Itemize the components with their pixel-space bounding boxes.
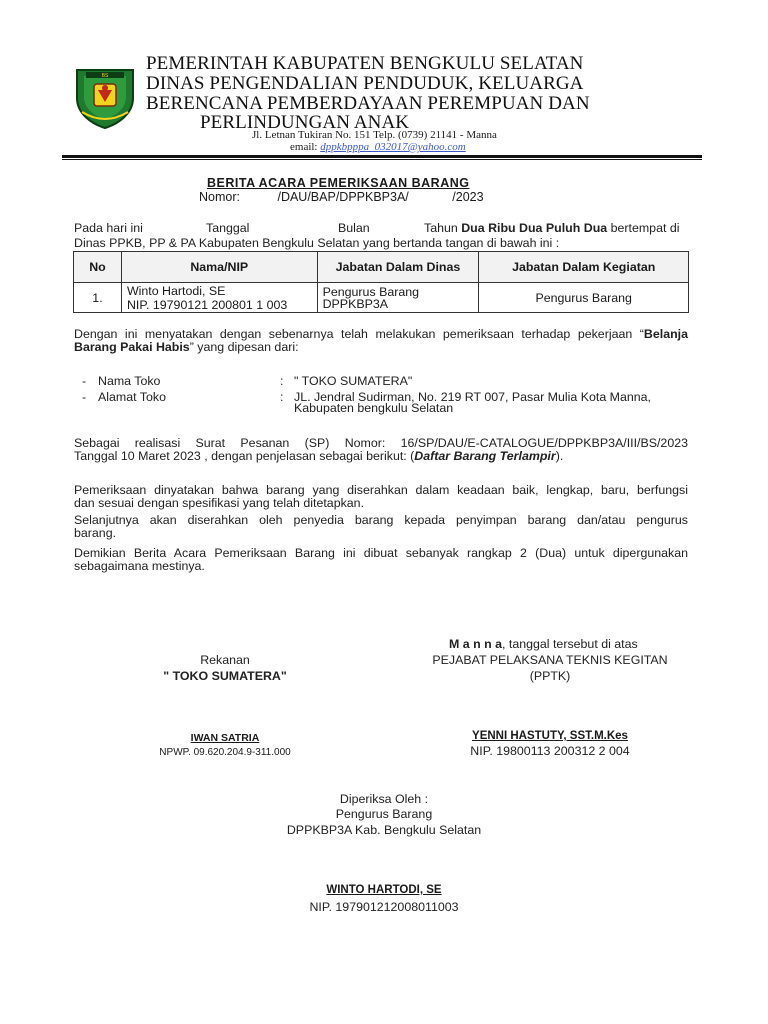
sp-attachment-note: Daftar Barang Terlampir: [414, 449, 556, 463]
intro-line-1: [74, 222, 690, 235]
letterhead-line-2: DINAS PENGENDALIAN PENDUDUK, KELUARGA: [146, 73, 584, 94]
inspection-paragraph: [74, 484, 688, 510]
intro-year-words: Dua Ribu Dua Puluh Dua: [461, 221, 608, 235]
number-label: Nomor:: [199, 190, 240, 204]
checker-id: NIP. 197901212008011003: [309, 900, 459, 914]
closing-line-1: Demikian Berita Acara Pemeriksaan Barang ini dibuat sebanyak rangkap 2 (Dua) untuk dipergunakan: [74, 546, 688, 560]
vendor-address-line-1: JL. Jendral Sudirman, No. 219 RT 007, Pasar Mulia Kota Manna,: [294, 390, 651, 404]
vendor-address-label: Alamat Toko: [98, 390, 166, 404]
office-position-line-1: Pengurus Barang: [322, 284, 420, 299]
sp-line-1: Sebagai realisasi Surat Pesanan (SP) Nomor: 16/SP/DAU/E-CATALOGUE/DPPKBP3A/III/BS/2023: [74, 436, 688, 450]
left-signatory-name: IWAN SATRIA: [190, 732, 260, 744]
col-header-name: Nama/NIP: [121, 252, 317, 283]
cell-no: 1.: [74, 283, 122, 313]
vendor-address-dash: -: [82, 390, 87, 404]
checker-name: WINTO HARTODI, SE: [326, 884, 442, 896]
handover-line-2: barang.: [74, 526, 117, 540]
statement-text-2: ” yang dipesan dari:: [189, 340, 299, 354]
right-signatory-name: YENNI HASTUTY, SST.M.Kes: [472, 730, 628, 742]
cell-nip: NIP. 19790121 200801 1 003: [126, 297, 288, 312]
closing-line-2: sebagaimana mestinya.: [74, 559, 205, 573]
letterhead-address: Jl. Letnan Tukiran No. 151 Telp. (0739) 21141 - Manna: [252, 129, 497, 141]
handover-line-1: Selanjutnya akan diserahkan oleh penyedia barang kepada penyimpan barang dan/atau pengurus: [74, 513, 688, 527]
number-value: /DAU/BAP/DPPKBP3A/: [277, 190, 409, 204]
handover-paragraph: [74, 514, 688, 540]
left-signatory-id: NPWP. 09.620.204.9-311.000: [159, 747, 291, 758]
svg-text:BS: BS: [101, 73, 109, 79]
intro-line-2: Dinas PPKB, PP & PA Kabupaten Bengkulu Selatan yang bertanda tangan di bawah ini :: [74, 236, 560, 250]
cell-name: [121, 283, 317, 313]
office-position-line-2: DPPKBP3A: [322, 296, 389, 311]
statement-work-name: Belanja Barang Pakai Habis: [74, 327, 688, 354]
vendor-name-row: [82, 375, 682, 389]
intro-year-group: [424, 222, 679, 235]
table-row: [74, 283, 689, 313]
place-date: [449, 638, 638, 651]
number-year: /2023: [452, 190, 484, 204]
intro-month: Bulan: [338, 221, 370, 235]
sp-paragraph: [74, 437, 688, 463]
letterhead-line-1: PEMERINTAH KABUPATEN BENGKULU SELATAN: [146, 53, 584, 74]
inspection-line-2: dan sesuai dengan spesifikasi yang telah ditetapkan.: [74, 496, 365, 510]
left-signature-company: " TOKO SUMATERA": [163, 669, 287, 683]
place-date-text: , tanggal tersebut di atas: [502, 637, 638, 651]
document-number: [199, 190, 484, 204]
personnel-table: [73, 251, 689, 313]
sp-line-2-text: Tanggal 10 Maret 2023 , dengan penjelasan sebagai berikut: (: [74, 449, 415, 463]
vendor-name-dash: -: [82, 374, 87, 388]
regency-logo: [72, 64, 138, 130]
intro-year: Tahun: [424, 221, 458, 235]
right-signature-role-2: (PPTK): [529, 669, 571, 683]
letterhead-line-4: PERLINDUNGAN ANAK: [200, 112, 410, 133]
checked-by-label: Diperiksa Oleh :: [339, 792, 429, 806]
intro-day: Pada hari ini: [74, 221, 143, 235]
place-name: M a n n a: [449, 637, 503, 651]
vendor-name-colon: :: [280, 374, 284, 388]
intro-date: Tanggal: [206, 221, 250, 235]
sp-line-2-end: ).: [555, 449, 564, 463]
cell-activity-position: Pengurus Barang: [479, 283, 689, 313]
closing-paragraph: [74, 547, 688, 573]
statement-paragraph: [74, 328, 688, 354]
inspection-line-1: Pemeriksaan dinyatakan bahwa barang yang diserahkan dalam keadaan baik, lengkap, baru, berfungsi: [74, 483, 688, 497]
checker-role-1: Pengurus Barang: [335, 807, 433, 821]
table-header-row: [74, 252, 689, 283]
cell-name-text: Winto Hartodi, SE: [126, 283, 226, 298]
header-divider-thick: [62, 155, 702, 158]
vendor-address-row: [82, 391, 682, 419]
cell-office-position: [317, 283, 479, 313]
statement-text-1: Dengan ini menyatakan dengan sebenarnya telah melakukan pemeriksaan terhadap pekerjaan “: [74, 327, 644, 341]
intro-place: bertempat di: [610, 221, 680, 235]
letterhead-line-3: BERENCANA PEMBERDAYAAN PEREMPUAN DAN: [146, 93, 590, 114]
vendor-address-line-2: Kabupaten bengkulu Selatan: [294, 401, 454, 415]
document-title: BERITA ACARA PEMERIKSAAN BARANG: [207, 176, 470, 190]
col-header-office-position: Jabatan Dalam Dinas: [317, 252, 479, 283]
vendor-name-label: Nama Toko: [98, 374, 161, 388]
email-label: email:: [290, 141, 318, 153]
col-header-no: No: [74, 252, 122, 283]
right-signature-role-1: PEJABAT PELAKSANA TEKNIS KEGITAN: [432, 653, 668, 667]
vendor-address-colon: :: [280, 390, 284, 404]
left-signature-role: Rekanan: [200, 653, 250, 667]
header-divider-thin: [62, 159, 702, 160]
letterhead-email: [290, 141, 466, 153]
checker-role-2: DPPKBP3A Kab. Bengkulu Selatan: [286, 823, 482, 837]
right-signatory-id: NIP. 19800113 200312 2 004: [470, 744, 630, 758]
sp-line-2: [74, 450, 688, 463]
col-header-activity-position: Jabatan Dalam Kegiatan: [479, 252, 689, 283]
vendor-name-value: " TOKO SUMATERA": [294, 374, 413, 388]
email-link[interactable]: dppkbpppa_032017@yahoo.com: [320, 141, 466, 153]
